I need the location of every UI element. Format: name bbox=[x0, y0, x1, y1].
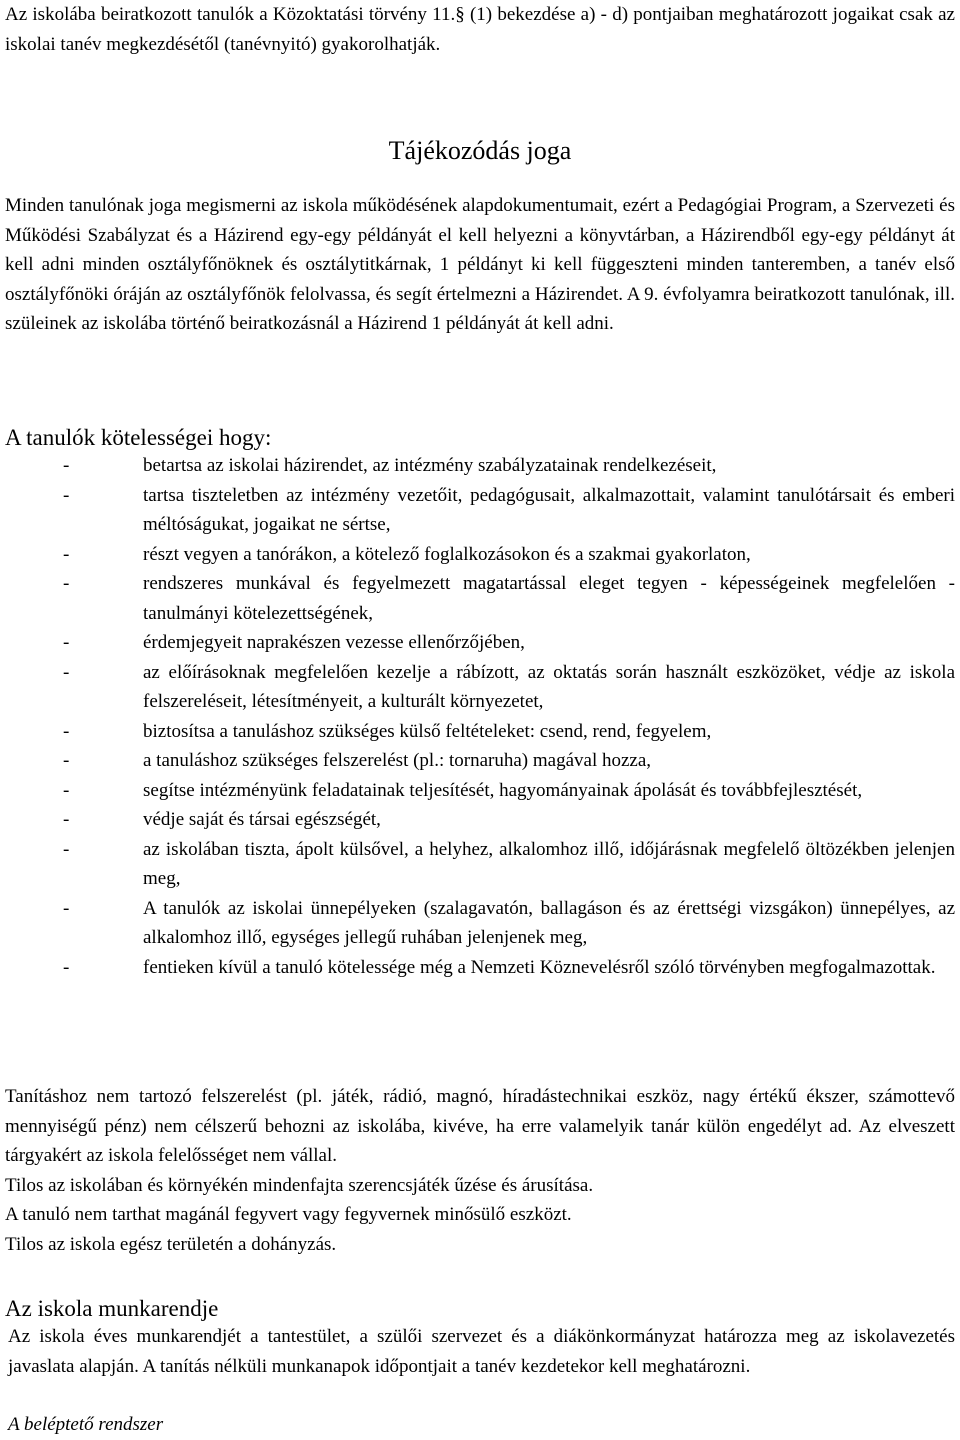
list-item: - betartsa az iskolai házirendet, az intézmény szabályzatainak rendelkezéseit, bbox=[5, 451, 955, 481]
list-item: - segítse intézményünk feladatainak teljesítését, hagyományainak ápolását és továbbfejlesztését, bbox=[5, 776, 955, 806]
list-item: - az iskolában tiszta, ápolt külsővel, a helyhez, alkalomhoz illő, időjárásnak megfelelő öltözékben jelenjen meg, bbox=[5, 835, 955, 894]
list-bullet: - bbox=[63, 573, 70, 594]
subheading-entry-system: A beléptető rendszer bbox=[8, 1414, 164, 1435]
list-bullet: - bbox=[63, 956, 70, 978]
list-item: - érdemjegyeit naprakészen vezesse ellenőrzőjében, bbox=[5, 628, 955, 658]
list-item: - védje saját és társai egészségét, bbox=[5, 805, 955, 835]
list-bullet: - bbox=[63, 543, 70, 565]
intro-paragraph: Az iskolába beiratkozott tanulók a Közoktatási törvény 11.§ (1) bekezdése a) - d) pontjaiban meghatározott jogaikat csak az iskolai tanév megkezdésétől (tanévnyitó) gyakorolhatják. bbox=[5, 4, 955, 55]
list-item: - tartsa tiszteletben az intézmény vezetőit, pedagógusait, alkalmazottait, valamint tanulótársait és emberi méltóságukat, jogaikat ne sértse, bbox=[5, 481, 955, 540]
list-item: - az előírásoknak megfelelően kezelje a rábízott, az oktatás során használt eszközöket, védje az iskola felszereléseit, létesítményeit, a kulturált környezetet, bbox=[5, 658, 955, 717]
rule-paragraph: Tilos az iskola egész területén a dohányzás. bbox=[5, 1233, 337, 1255]
list-item: - fentieken kívül a tanuló kötelessége még a Nemzeti Köznevelésről szóló törvényben megfogalmazottak. bbox=[5, 953, 955, 983]
list-bullet: - bbox=[63, 897, 70, 919]
section-title-information-right: Tájékozódás joga bbox=[388, 136, 572, 165]
list-item: - a tanuláshoz szükséges felszerelést (pl.: tornaruha) magával hozza, bbox=[5, 746, 955, 776]
list-item: - részt vegyen a tanórákon, a kötelező foglalkozásokon és a szakmai gyakorlaton, bbox=[5, 540, 955, 570]
list-item: - A tanulók az iskolai ünnepélyeken (szalagavatón, ballagáson és az érettségi vizsgákon) ünnepélyes, az alkalomhoz illő, egységes jellegű ruhában jelenjenek meg, bbox=[5, 894, 955, 953]
list-bullet: - bbox=[63, 661, 70, 683]
rule-paragraph: Tilos az iskolában és környékén mindenfajta szerencsjáték űzése és árusítása. bbox=[5, 1174, 594, 1196]
list-bullet: - bbox=[63, 484, 70, 506]
information-right-paragraph: Minden tanulónak joga megismerni az iskola működésének alapdokumentumait, ezért a Pedagógiai Program, a Szervezeti és Működési Szabályzat és a Házirend egy-egy példányát el kell helyezni a könyvtárban, a Házirendből egy-egy példányt át kell adni minden osztályfőnöknek és osztálytitkárnak, 1 példányt ki kell függeszteni minden tanteremben, a tanév első osztályfőnöki óráján az osztályfőnök felolvassa, és segít értelmezni a Házirendet. A 9. évfolyamra beiratkozott tanulónak, ill. szüleinek az iskolába történő beiratkozásnál a Házirend 1 példányát át kell adni. bbox=[5, 195, 955, 334]
list-item: - rendszeres munkával és fegyelmezett magatartással eleget tegyen - képességeinek megfelelően - tanulmányi kötelezettségének, bbox=[5, 569, 955, 628]
list-bullet: - bbox=[63, 809, 70, 830]
list-item: - biztosítsa a tanuláshoz szükséges külső feltételeket: csend, rend, fegyelem, bbox=[5, 717, 955, 747]
list-bullet: - bbox=[63, 838, 70, 860]
duties-list bbox=[5, 451, 955, 982]
rule-paragraph: Tanításhoz nem tartozó felszerelést (pl. játék, rádió, magnó, híradástechnikai eszköz, nagy értékű ékszer, számottevő mennyiségű pénz) nem célszerű behozni az iskolába, kivéve, ha erre valamelyik tanár külön engedélyt ad. Az elveszett tárgyakért az iskola felelősséget nem vállal. bbox=[5, 1086, 955, 1166]
list-bullet: - bbox=[63, 750, 70, 771]
rules-block bbox=[5, 1082, 955, 1259]
section-title-work-schedule: Az iskola munkarendje bbox=[5, 1296, 219, 1321]
work-schedule-paragraph: Az iskola éves munkarendjét a tantestület, a szülői szervezet és a diákönkormányzat határozza meg az iskolavezetés javaslata alapján. A tanítás nélküli munkanapok időpontjait a tanév kezdetekor kell meghatározni. bbox=[8, 1326, 955, 1377]
list-bullet: - bbox=[63, 720, 70, 742]
list-bullet: - bbox=[63, 455, 70, 476]
duties-heading: A tanulók kötelességei hogy: bbox=[5, 425, 272, 450]
rule-paragraph: A tanuló nem tarthat magánál fegyvert vagy fegyvernek minősülő eszközt. bbox=[5, 1204, 572, 1225]
list-bullet: - bbox=[63, 779, 70, 801]
list-bullet: - bbox=[63, 632, 70, 653]
